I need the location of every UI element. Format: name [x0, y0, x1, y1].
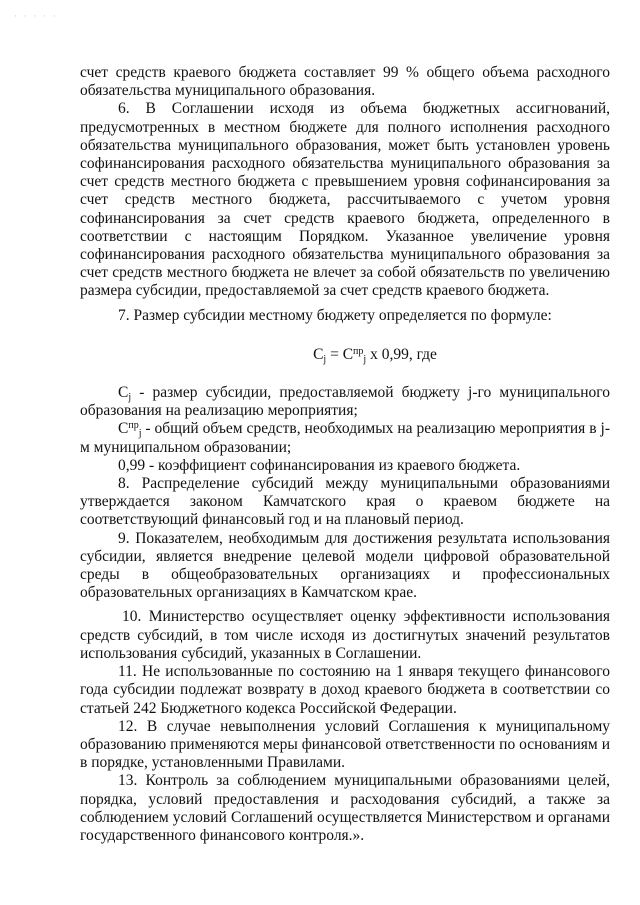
paragraph-continuation: счет средств краевого бюджета составляет 99 % общего объема расходного обязательства муниципального образования.: [80, 64, 610, 100]
def-cj-symbol: C: [118, 384, 129, 402]
paragraph-7: 7. Размер субсидии местному бюджету определяется по формуле:: [118, 306, 552, 324]
paragraph-11: 11. Не использованные по состоянию на 1 января текущего финансового года субсидии подлежат возврату в доход краевого бюджета в соответствии со статьей 242 Бюджетного кодекса Российской Федерации.: [80, 663, 610, 717]
paragraph-12: 12. В случае невыполнения условий Соглашения к муниципальному образованию применяются меры финансовой ответственности по основаниям и в порядке, установленными Правилами.: [80, 717, 610, 772]
definition-cj: [80, 384, 610, 420]
def-cpr-symbol: C: [118, 420, 129, 438]
page-mark: · · · · ·: [14, 12, 58, 22]
paragraph-9: 9. Показателем, необходимым для достижения результата использования субсидии, является внедрение целевой модели цифровой образовательной среды в общеобразовательных организациях и профессиональных образовательных организациях в Камчатском крае.: [80, 529, 610, 602]
def-cpr-sup: пр: [128, 420, 139, 432]
formula: [80, 346, 610, 364]
paragraph-6: 6. В Соглашении исходя из объема бюджетных ассигнований, предусмотренных в местном бюджете для полного исполнения расходного обязательства муниципального образования, может быть установлен уровень софинансирования расходного обязательства муниципального образования за счет средств местного бюджета с превышением уровня софинансирования за счет средств местного бюджета, рассчитываемого с учетом уровня софинансирования за счет средств краевого бюджета, определенного в соответствии с настоящим Порядком. Указанное увеличение уровня софинансирования расходного обязательства муниципального образования за счет средств местного бюджета не влечет за собой обязательств по увеличению размера субсидии, предоставляемой за счет средств краевого бюджета.: [80, 100, 610, 300]
formula-rhs-sup: пр: [353, 345, 364, 357]
def-cpr-sub: j: [138, 428, 142, 440]
paragraph-8: 8. Распределение субсидий между муниципальными образованиями утверждается законом Камчатского края о краевом бюджете на соответствующий финансовый год и на плановый период.: [80, 475, 610, 529]
formula-lhs-sub: j: [323, 353, 327, 365]
formula-lhs: C: [313, 345, 324, 363]
definition-coefficient: 0,99 - коэффициент софинансирования из краевого бюджета.: [118, 456, 521, 474]
definition-cpr: [80, 420, 610, 456]
def-cpr-text: - общий объем средств, необходимых на реализацию мероприятия в j-м муниципальном образовании;: [80, 420, 610, 456]
paragraph-10: 10. Министерство осуществляет оценку эффективности использования средств субсидий, в том числе исходя из достигнутых значений результатов использования субсидий, указанных в Соглашении.: [80, 608, 610, 662]
formula-rhs-sub: j: [363, 353, 367, 365]
paragraph-13: 13. Контроль за соблюдением муниципальными образованиями целей, порядка, условий предоставления и расходования субсидий, а также за соблюдением условий Соглашений осуществляется Министерством и органами государственного финансового контроля.».: [80, 772, 610, 844]
def-cj-text: - размер субсидии, предоставляемой бюджету j-го муниципального образования на реализацию мероприятия;: [80, 384, 610, 420]
formula-tail: х 0,99, где: [366, 345, 437, 363]
def-cj-sub: j: [128, 392, 132, 404]
document-body: [80, 64, 610, 845]
formula-eq: = C: [326, 345, 354, 363]
